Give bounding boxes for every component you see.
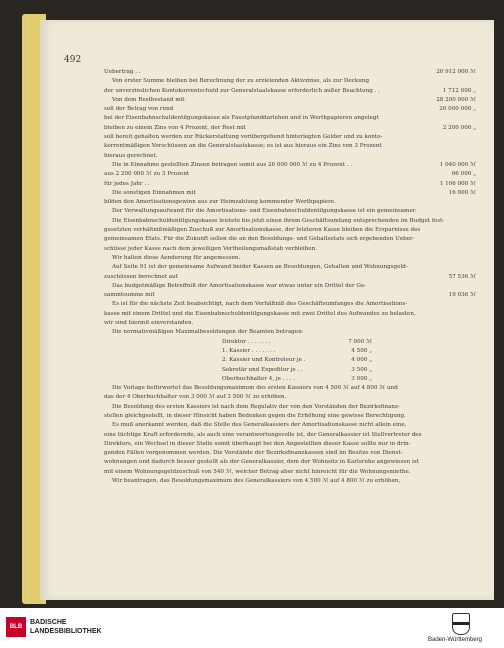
line-amount: 2 200 000 „ [442, 124, 476, 131]
salary-title: Oberbuchhalter 4, je . . . . [222, 375, 296, 382]
text-line [104, 96, 476, 105]
line-text: eine tüchtige Kraft erfordernde, als auch eine verantwortungsvolle ist, der Generalkassier ist Stellvertreter des [104, 431, 422, 438]
line-text: Von erster Summe bleiben bei Berechnung der zu erzielenden Aktivzinse, als zur Deckung [112, 78, 370, 85]
line-text: korrentmäßigen Vorschüssen an die Generalstaatskasse; es ist aus hieraus ein Zins von 3 Prozent [104, 143, 382, 150]
text-line [104, 198, 476, 207]
salary-title: Direktor . . . . . . . [222, 338, 271, 345]
line-text: Es muß anerkannt werden, daß die Stelle des Generalkassiers der Amortisationskasse nicht allein eine, [112, 422, 407, 429]
salary-row [104, 338, 476, 347]
line-text: Auf Seite 91 ist der gemeinsame Aufwand beider Kassen an Besoldungen, Gehalten und Wohnungsgeld- [112, 264, 408, 271]
line-text: bilden den Amortisationsgewinn aus zur Heimzahlung kommender Werthpapiere. [104, 199, 336, 206]
line-text: wohnungen und dadurch besser gestellt als der Generalkassier, dem der Wohnsitz in Karlsruhe angewiesen ist [104, 459, 419, 466]
text-line [104, 458, 476, 467]
text-line [104, 254, 476, 263]
line-amount: 1 106 000 ℳ [439, 180, 476, 187]
line-text: soll der Betrag von rund [104, 106, 174, 113]
text-line [104, 263, 476, 272]
line-text: hieraus gerechnet. [104, 152, 158, 159]
line-text: schüsse jeder Kasse nach dem jeweiligen Vertheilungsmaßstab verbleiben. [104, 245, 317, 252]
page-text [104, 68, 476, 486]
text-line [104, 105, 476, 114]
line-text: kasse mit einem Drittel und die Eisenbahnschuldentilgungskasse mit zwei Drittel des Aufwandes zu belasten, [104, 310, 416, 317]
text-line [104, 217, 476, 226]
line-text: stellen gleichgestellt, in dieser Hinsicht haben Bedenken gegen die Erhöhung eine gewisse Berechtigung. [104, 412, 406, 419]
line-amount: 19 036 ℳ [448, 292, 476, 299]
line-text: das der 4 Oberbuchhalter von 3 000 ℳ auf 3 500 ℳ zu erhöhen. [104, 394, 287, 401]
line-text: aus 2 200 000 ℳ zu 3 Prozent [104, 171, 190, 178]
page-number: 492 [64, 55, 82, 65]
salary-row [104, 347, 476, 356]
salary-row [104, 375, 476, 384]
bw-label: Baden-Württemberg [428, 637, 483, 643]
text-line [104, 114, 476, 123]
salary-amount: 7 000 ℳ [348, 338, 372, 345]
line-text: Uebertrag . . [104, 69, 141, 75]
line-text: für jedes Jahr . . [104, 180, 150, 187]
line-amount: 26 000 000 „ [439, 106, 476, 113]
line-text: genden Fällen vorgenommen werden. Die Vorstände der Bezirksfinanzkassen sind im Besitze von Dienst- [104, 450, 403, 457]
text-line [104, 207, 476, 216]
salary-amount: 3 000 „ [351, 375, 372, 382]
blb-line-1: BADISCHE [30, 619, 67, 626]
text-line [104, 68, 476, 77]
line-text: zuschüssen berechnet auf [104, 273, 178, 280]
line-text: Der Verwaltungsaufwand für die Amortisations- und Eisenbahnschuldentilgungskasse ist ein gemeinsamer. [112, 208, 417, 215]
text-line [104, 421, 476, 430]
text-line [104, 152, 476, 161]
line-amount: 20 912 000 ℳ [436, 69, 476, 75]
text-block-2 [104, 384, 476, 486]
salary-row [104, 356, 476, 365]
salary-title: 1. Kassier . . . . . . . [222, 347, 276, 354]
text-line [104, 170, 476, 179]
salary-row [104, 366, 476, 375]
text-line [104, 273, 476, 282]
line-text: Das budgetmäßige Betreffniß der Amortisationskasse war etwas unter ein Drittel der Ge- [112, 282, 367, 289]
text-line [104, 180, 476, 189]
text-line [104, 245, 476, 254]
line-text: bei der Eisenbahnschuldentilgungskasse als Faustpfanddarlehen und in Werthpapieren angelegt [104, 115, 379, 122]
text-line [104, 412, 476, 421]
text-line [104, 161, 476, 170]
line-text: wir sind hiermit einverstanden. [104, 320, 194, 327]
salary-amount: 4 500 „ [351, 347, 372, 354]
text-line [104, 384, 476, 393]
text-line [104, 235, 476, 244]
text-line [104, 291, 476, 300]
blb-line-2: LANDESBIBLIOTHEK [30, 628, 102, 635]
salary-title: Sekretär und Expeditor je . . [222, 366, 303, 373]
line-text: Die Eisenbahnschuldentilgungskasse leistete bis jetzt einen ihrem Geschäftsumfang entsprechenden im Budget fest- [112, 217, 445, 224]
line-amount: 66 000 „ [451, 171, 476, 178]
line-amount: 16 000 ℳ [448, 189, 476, 196]
line-text: Die normativmäßigen Maximalbesoldungen der Beamten betragen: [112, 329, 304, 336]
line-text: Von dem Restbestand mit [112, 96, 185, 103]
line-text: der unverzinslichen Kontokorrentschuld zur Generalstaatskasse erforderlich außer Beachtung . . [104, 87, 380, 94]
text-line [104, 300, 476, 309]
salary-amount: 3 500 „ [351, 366, 372, 373]
line-text: sammtsumme mit [104, 292, 155, 299]
line-text: Die Besoldung des ersten Kassiers ist nach dem Regulativ der von den Vorständen der Bezirksfinanz- [112, 403, 400, 410]
line-amount: 28 200 000 ℳ [436, 96, 476, 103]
text-line [104, 477, 476, 486]
text-line [104, 142, 476, 151]
line-text: Wir beantragen, das Besoldungsmaximum des Generalkassiers von 4 500 ℳ auf 4 800 ℳ zu erhöhen, [112, 478, 401, 485]
text-line [104, 133, 476, 142]
line-text: soll bereit gehalten werden zur Rückerstattung vorübergehend hinterlegten Gelder und zu konto- [104, 134, 383, 141]
line-text: gesetzten verhältnißmäßigen Zuschuß zur Amortisationskasse, der letzteren Kasse bleiben die Ersparnisse des [104, 227, 421, 234]
line-text: Es ist für die nächste Zeit beabsichtigt, nach dem Verhältniß des Geschäftsumfanges die Amortisations- [112, 301, 408, 308]
line-amount: 1 712 000 „ [442, 87, 476, 94]
text-line [104, 403, 476, 412]
salary-amount: 4 000 „ [351, 357, 372, 364]
line-amount: 1 040 000 ℳ [439, 161, 476, 168]
text-line [104, 77, 476, 86]
line-text: mit einem Wohnungsgeldzuschuß von 540 ℳ, welcher Betrag aber nicht hinreicht für die Wohnungsmiethe. [104, 468, 411, 475]
line-text: gemeinsamen Etats. Für die Zukunft sollen die an den Besoldungs- und Gehaltsetats sich ergebenden Ueber- [104, 236, 415, 243]
salary-title: 2. Kassier und Kontroleur je . [222, 357, 306, 364]
salary-table [104, 338, 476, 384]
text-block-1 [104, 68, 476, 338]
coat-of-arms-icon [452, 613, 470, 635]
text-line [104, 124, 476, 133]
line-text: Die Vorlage befürwortet das Besoldungsmaximum des ersten Kassiers von 4 500 ℳ auf 4 800 ℳ und [112, 385, 398, 392]
line-text: Die sonstigen Einnahmen mit [112, 189, 196, 196]
line-text: Die in Einnahme gestellten Zinsen betragen somit aus 26 000 000 ℳ zu 4 Prozent . . [112, 161, 353, 168]
blb-logo-icon: BLB [6, 617, 26, 637]
blb-label [30, 618, 102, 636]
text-line [104, 431, 476, 440]
text-line [104, 87, 476, 96]
text-line [104, 328, 476, 337]
text-line [104, 310, 476, 319]
line-text: Direktors, ein Wechsel in dieser Stelle somit überhaupt bei den Angestellten dieser Kasse sollte nur in drin- [104, 440, 411, 447]
text-line [104, 440, 476, 449]
line-text: Wir halten diese Aenderung für angemessen. [112, 254, 241, 261]
text-line [104, 319, 476, 328]
text-line [104, 468, 476, 477]
text-line [104, 189, 476, 198]
line-amount: 57 536 ℳ [448, 273, 476, 280]
text-line [104, 226, 476, 235]
text-line [104, 282, 476, 291]
text-line [104, 393, 476, 402]
line-text: bleiben zu einem Zins von 4 Prozent, der Rest mit [104, 124, 246, 131]
text-line [104, 449, 476, 458]
